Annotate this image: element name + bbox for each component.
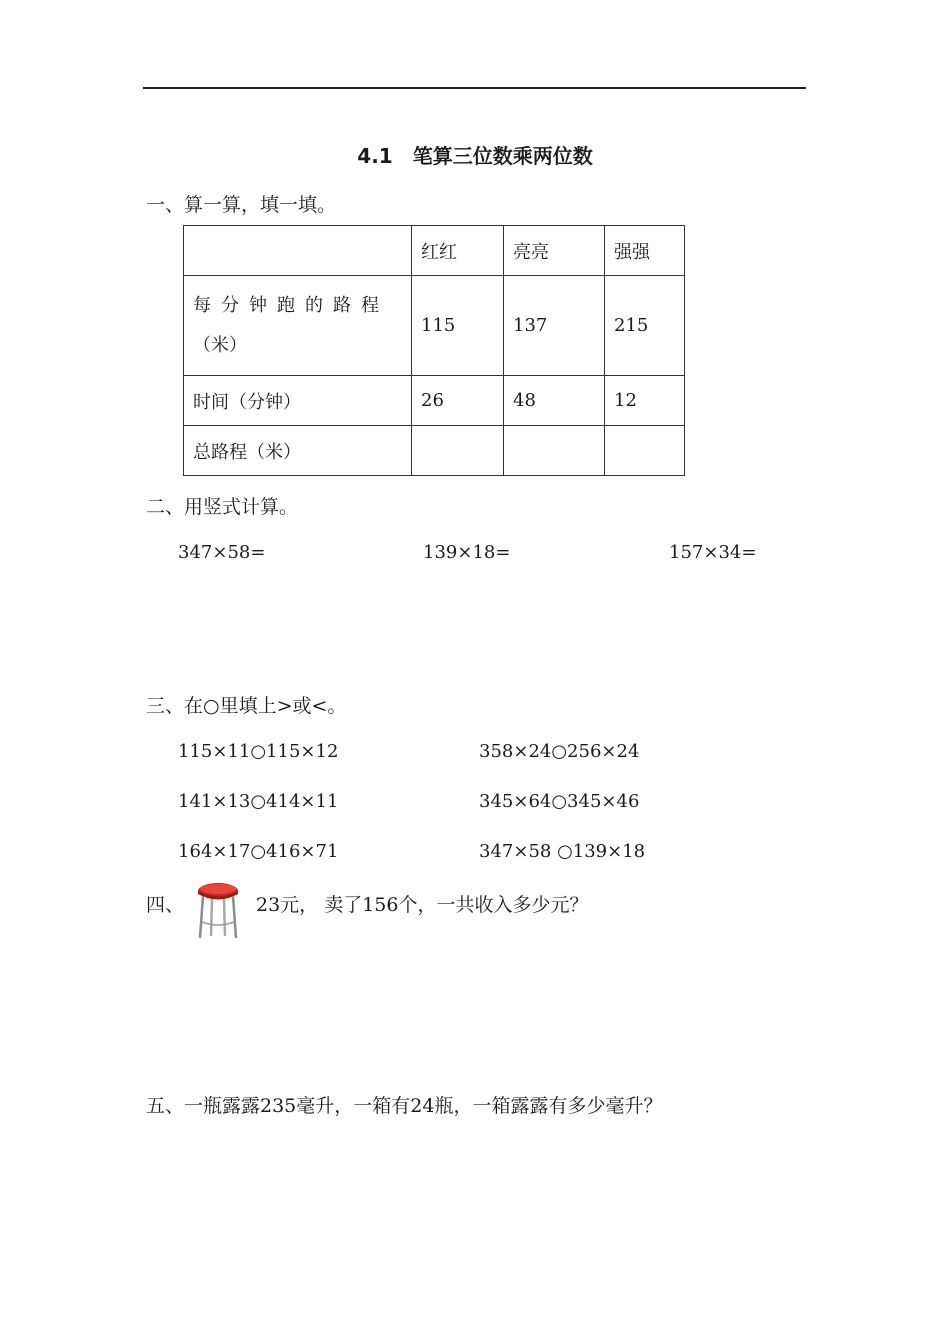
table-cell: 115	[412, 276, 504, 376]
section3-heading: 三、在○里填上>或<。	[146, 695, 347, 717]
compare-right-2: 345×64○345×46	[479, 791, 640, 812]
table-row	[184, 426, 685, 476]
header-rule	[143, 87, 806, 89]
table-header-cell	[184, 226, 412, 276]
problem-1: 347×58=	[178, 542, 266, 563]
problem-2: 139×18=	[423, 542, 511, 563]
compare-right-1: 358×24○256×24	[479, 741, 640, 762]
stool-icon	[196, 880, 240, 940]
distance-table	[183, 225, 685, 476]
table-cell: 137	[504, 276, 605, 376]
table-row-label-line1: 每分钟跑的路程	[193, 294, 389, 316]
compare-left-3: 164×17○416×71	[178, 841, 339, 862]
table-row-label: 时间（分钟）	[184, 376, 412, 426]
table-cell: 215	[605, 276, 685, 376]
compare-left-1: 115×11○115×12	[178, 741, 339, 762]
table-row-label-line2: （米）	[193, 334, 247, 356]
compare-right-3: 347×58 ○139×18	[479, 841, 646, 862]
table-answer-cell[interactable]	[412, 426, 504, 476]
table-row-label: 总路程（米）	[184, 426, 412, 476]
table-header-cell: 红红	[412, 226, 504, 276]
table-cell: 12	[605, 376, 685, 426]
table-header-cell: 亮亮	[504, 226, 605, 276]
table-row	[184, 276, 685, 376]
table-answer-cell[interactable]	[605, 426, 685, 476]
section4-prefix: 四、	[146, 894, 185, 916]
table-answer-cell[interactable]	[504, 426, 605, 476]
section2-heading: 二、用竖式计算。	[146, 496, 299, 518]
section1-heading: 一、算一算，填一填。	[146, 194, 337, 216]
compare-left-2: 141×13○414×11	[178, 791, 339, 812]
table-header-cell: 强强	[605, 226, 685, 276]
section5-question: 五、一瓶露露235毫升，一箱有24瓶，一箱露露有多少毫升？	[146, 1095, 663, 1117]
table-row-label	[184, 276, 412, 376]
problem-3: 157×34=	[669, 542, 757, 563]
table-cell: 26	[412, 376, 504, 426]
table-row	[184, 376, 685, 426]
table-cell: 48	[504, 376, 605, 426]
table-header-row	[184, 226, 685, 276]
section4-question: 23元， 卖了156个，一共收入多少元？	[256, 894, 589, 916]
page-title: 4.1 笔算三位数乘两位数	[357, 144, 593, 168]
